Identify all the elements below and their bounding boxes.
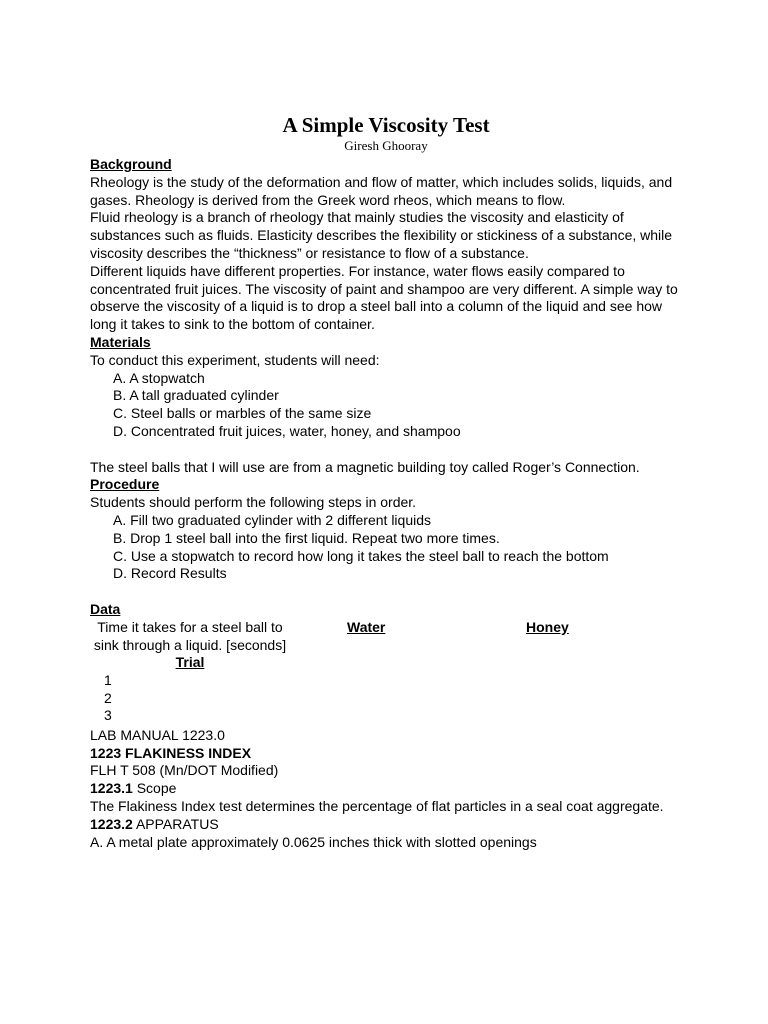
scope-text: The Flakiness Index test determines the percentage of flat particles in a seal coat aggregate. [90,797,664,814]
materials-heading: Materials [90,333,151,350]
background-paragraph: Fluid rheology is a branch of rheology that mainly studies the viscosity and elasticity of substances such as fluids. Elasticity describes the flexibility or stickiness of a substance, while viscosity describes the “thickness” or resistance to flow of a substance. [90,209,673,261]
scope-number: 1223.1 [90,780,133,797]
trial-rows [104,672,112,725]
materials-intro: To conduct this experiment, students will need: [90,351,380,368]
scope-label: Scope [132,780,177,797]
table-row: 3 [104,707,112,724]
spacer [90,583,680,601]
list-item: C. Use a stopwatch to record how long it takes the steel ball to reach the bottom [113,547,609,564]
list-item: C. Steel balls or marbles of the same size [113,405,372,422]
list-item: B. Drop 1 steel ball into the first liquid. Repeat two more times. [113,529,500,546]
materials-list [90,370,680,441]
water-column-header: Water [347,618,386,635]
lab-reference: FLH T 508 (Mn/DOT Modified) [90,762,279,779]
list-item: B. A tall graduated cylinder [113,387,279,404]
background-heading: Background [90,156,172,172]
scope-heading [90,780,680,798]
list-item: D. Concentrated fruit juices, water, honey, and shampoo [113,422,461,439]
data-caption-text: Time it takes for a steel ball to sink through a liquid. [seconds] [93,618,287,653]
lab-manual-label: LAB MANUAL 1223.0 [90,726,225,743]
apparatus-item: A. A metal plate approximately 0.0625 inches thick with slotted openings [90,833,537,850]
apparatus-number: 1223.2 [90,815,133,832]
background-paragraph: Rheology is the study of the deformation and flow of matter, which includes solids, liquids, and gases. Rheology is derived from the Greek word rheos, which means to flow. [90,173,673,208]
materials-note: The steel balls that I will use are from a magnetic building toy called Roger’s Connection. [90,458,640,475]
table-row: 2 [104,689,112,706]
background-paragraph: Different liquids have different properties. For instance, water flows easily compared to concentrated fruit juices. The viscosity of paint and shampoo are very different. A simple way to observe the viscosity of a liquid is to drop a steel ball into a column of the liquid and see how long it takes to sink to the bottom of container. [90,262,678,333]
data-table-caption [90,619,290,672]
document-author: Giresh Ghooray [344,138,428,153]
trial-header: Trial [175,654,205,671]
document-page [90,112,680,851]
data-table [90,619,680,727]
apparatus-label: APPARATUS [132,815,219,832]
procedure-heading: Procedure [90,476,160,493]
list-item: A. Fill two graduated cylinder with 2 different liquids [113,511,432,528]
data-heading: Data [90,600,121,617]
document-title: A Simple Viscosity Test [282,113,490,137]
lab-section-title: 1223 FLAKINESS INDEX [90,744,252,761]
apparatus-heading [90,816,680,834]
procedure-list [90,512,680,583]
spacer [90,441,680,459]
list-item: A. A stopwatch [113,369,205,386]
table-row: 1 [104,671,112,688]
list-item: D. Record Results [113,565,227,582]
procedure-intro: Students should perform the following steps in order. [90,494,417,511]
honey-column-header: Honey [526,618,569,635]
